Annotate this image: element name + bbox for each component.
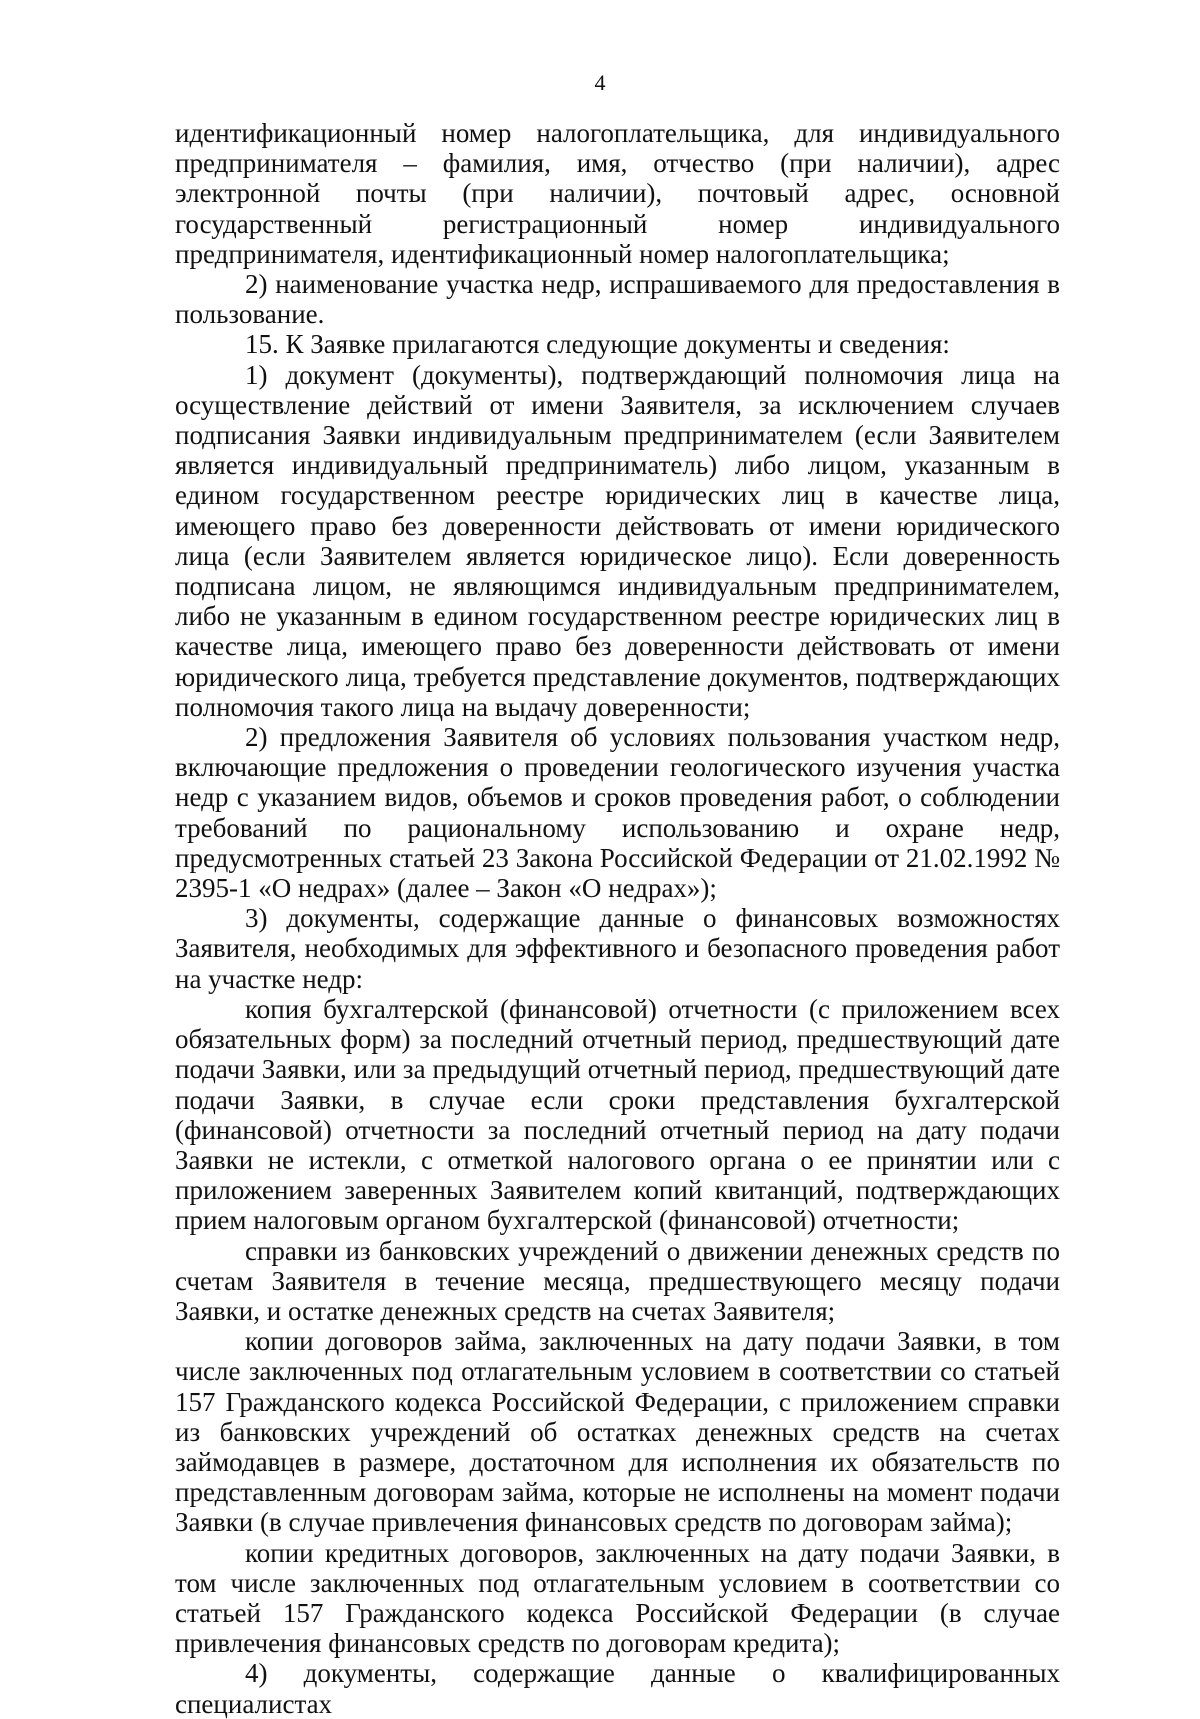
- paragraph-item-3-financial-documents: 3) документы, содержащие данные о финансовых возможностях Заявителя, необходимых для эффективного и безопасного проведения работ на участке недр:: [175, 903, 1060, 994]
- paragraph-item-2-usage-proposals: 2) предложения Заявителя об условиях пользования участком недр, включающие предложения о проведении геологического изучения участка недр с указанием видов, объемов и сроков проведения работ, о соблюдении требований по рациональному использованию и охране недр, предусмотренных статьей 23 Закона Российской Федерации от 21.02.1992 № 2395-1 «О недрах» (далее – Закон «О недрах»);: [175, 722, 1060, 904]
- paragraph-item-2-subsoil-name: 2) наименование участка недр, испрашиваемого для предоставления в пользование.: [175, 269, 1060, 330]
- paragraph-loan-agreements: копии договоров займа, заключенных на дату подачи Заявки, в том числе заключенных под отлагательным условием в соответствии со статьей 157 Гражданского кодекса Российской Федерации, с приложением справки из банковских учреждений об остатках денежных средств на счетах займодавцев в размере, достаточном для исполнения их обязательств по представленным договорам займа, которые не исполнены на момент подачи Заявки (в случае привлечения финансовых средств по договорам займа);: [175, 1326, 1060, 1538]
- paragraph-accounting-statements: копия бухгалтерской (финансовой) отчетности (с приложением всех обязательных форм) за последний отчетный период, предшествующий дате подачи Заявки, или за предыдущий отчетный период, предшествующий дате подачи Заявки, в случае если сроки представления бухгалтерской (финансовой) отчетности за последний отчетный период на дату подачи Заявки не истекли, с отметкой налогового органа о ее принятии или с приложением заверенных Заявителем копий квитанций, подтверждающих прием налоговым органом бухгалтерской (финансовой) отчетности;: [175, 993, 1060, 1236]
- paragraph-applicant-details: идентификационный номер налогоплательщика, для индивидуального предпринимателя – фамилия, имя, отчество (при наличии), адрес электронной почты (при наличии), почтовый адрес, основной государственный регистрационный номер индивидуального предпринимателя, идентификационный номер налогоплательщика;: [175, 118, 1060, 269]
- paragraph-credit-agreements: копии кредитных договоров, заключенных на дату подачи Заявки, в том числе заключенных под отлагательным условием в соответствии со статьей 157 Гражданского кодекса Российской Федерации (в случае привлечения финансовых средств по договорам кредита);: [175, 1537, 1060, 1659]
- paragraph-bank-statements: справки из банковских учреждений о движении денежных средств по счетам Заявителя в течение месяца, предшествующего месяцу подачи Заявки, и остатке денежных средств на счетах Заявителя;: [175, 1235, 1060, 1326]
- document-body: [175, 118, 1060, 1719]
- paragraph-item-4-specialists: 4) документы, содержащие данные о квалифицированных специалистах: [175, 1658, 1060, 1719]
- page-number: 4: [594, 70, 606, 95]
- paragraph-item-1-authority-documents: 1) документ (документы), подтверждающий полномочия лица на осуществление действий от имени Заявителя, за исключением случаев подписания Заявки индивидуальным предпринимателем (если Заявителем является индивидуальный предприниматель) либо лицом, указанным в едином государственном реестре юридических лиц в качестве лица, имеющего право без доверенности действовать от имени юридического лица (если Заявителем является юридическое лицо). Если доверенность подписана лицом, не являющимся индивидуальным предпринимателем, либо не указанным в едином государственном реестре юридических лиц в качестве лица, имеющего право без доверенности действовать от имени юридического лица, требуется представление документов, подтверждающих полномочия такого лица на выдачу доверенности;: [175, 359, 1060, 722]
- paragraph-section-15-heading: 15. К Заявке прилагаются следующие документы и сведения:: [245, 329, 950, 360]
